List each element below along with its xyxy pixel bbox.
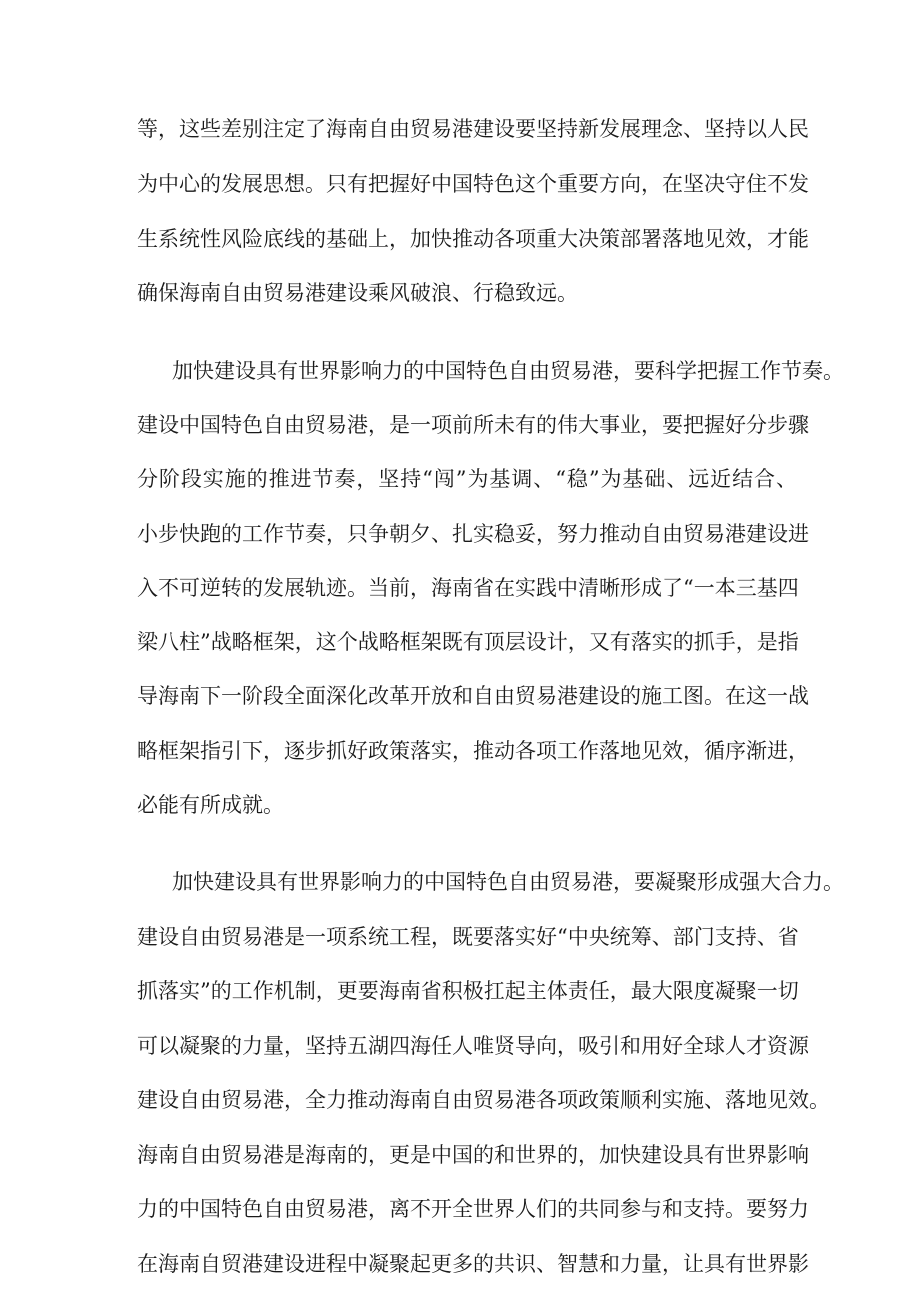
text-line: 等，这些差别注定了海南自由贸易港建设要坚持新发展理念、坚持以人民 <box>137 117 809 141</box>
text-line: 确保海南自由贸易港建设乘风破浪、行稳致远。 <box>137 281 578 305</box>
text-line: 略框架指引下，逐步抓好政策落实，推动各项工作落地见效，循序渐进， <box>137 739 809 763</box>
text-line: 小步快跑的工作节奏，只争朝夕、扎实稳妥，努力推动自由贸易港建设进 <box>137 522 809 546</box>
text-line: 必能有所成就。 <box>137 793 284 817</box>
text-line: 在海南自贸港建设进程中凝聚起更多的共识、智慧和力量，让具有世界影 <box>137 1252 809 1276</box>
text-line: 入不可逆转的发展轨迹。当前，海南省在实践中清晰形成了“一本三基四 <box>137 576 799 600</box>
text-line: 建设自由贸易港，全力推动海南自由贸易港各项政策顺利实施、落地见效。 <box>137 1088 830 1112</box>
text-line: 可以凝聚的力量，坚持五湖四海任人唯贤导向，吸引和用好全球人才资源 <box>137 1034 809 1058</box>
text-line: 为中心的发展思想。只有把握好中国特色这个重要方向，在坚决守住不发 <box>137 172 809 196</box>
text-line: 导海南下一阶段全面深化改革开放和自由贸易港建设的施工图。在这一战 <box>137 684 809 708</box>
text-line: 建设自由贸易港是一项系统工程，既要落实好“中央统筹、部门支持、省 <box>137 925 799 949</box>
text-line: 分阶段实施的推进节奏，坚持“闯”为基调、“稳”为基础、远近结合、 <box>137 467 797 491</box>
text-line: 力的中国特色自由贸易港，离不开全世界人们的共同参与和支持。要努力 <box>137 1197 809 1221</box>
text-line: 加快建设具有世界影响力的中国特色自由贸易港，要凝聚形成强大合力。 <box>172 870 844 894</box>
text-line: 建设中国特色自由贸易港，是一项前所未有的伟大事业，要把握好分步骤 <box>137 413 809 437</box>
text-line: 加快建设具有世界影响力的中国特色自由贸易港，要科学把握工作节奏。 <box>172 359 844 383</box>
text-line: 生系统性风险底线的基础上，加快推动各项重大决策部署落地见效，才能 <box>137 227 809 251</box>
text-line: 抓落实”的工作机制，更要海南省积极扛起主体责任，最大限度凝聚一切 <box>137 979 799 1003</box>
text-line: 梁八柱”战略框架，这个战略框架既有顶层设计，又有落实的抓手，是指 <box>137 630 799 654</box>
text-line: 海南自由贸易港是海南的，更是中国的和世界的，加快建设具有世界影响 <box>137 1143 809 1167</box>
